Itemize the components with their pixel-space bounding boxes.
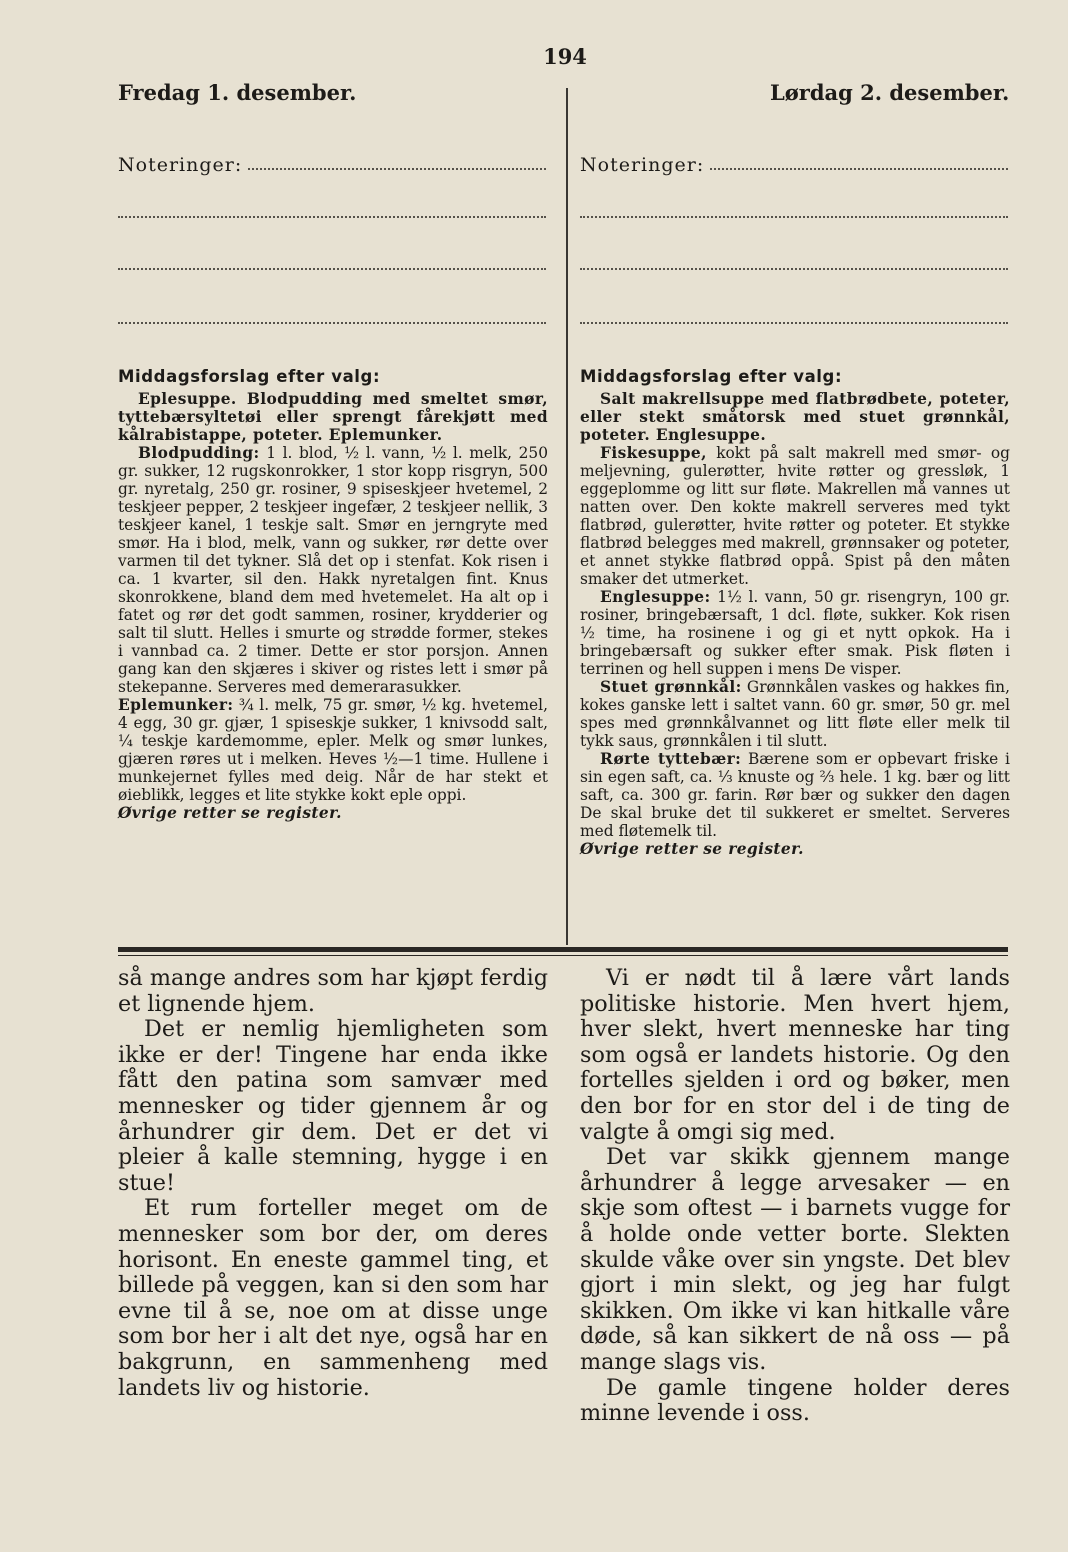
recipe-text: Grønnkålen vaskes og hakkes fin, kokes ganske lett i saltet vann. 60 gr. smør, 50 gr. mel spes med grønnkålvannet og litt fløte eller melk til tykk saus, grønnkålen i til slutt.: [580, 678, 1010, 750]
column-divider: [566, 88, 568, 945]
essay-paragraph: så mange andres som har kjøpt ferdig et lignende hjem.: [118, 965, 548, 1017]
recipe-name: Fiskesuppe,: [600, 444, 707, 462]
notes-dotted-line: [118, 216, 546, 218]
essay-paragraph: Vi er nødt til å lære vårt lands politiske historie. Men hvert hjem, hver slekt, hvert menneske har ting som også er landets historie. Og den fortelles sjelden i ord og bøker, men den bor for en stor del i de ting de valgte å omgi sig med.: [580, 965, 1010, 1145]
menu-text: Eplesuppe. Blodpudding med smeltet smør, tyttebærsyltetøi eller sprengt fårekjøtt med kålrabistappe, poteter. Eplemunker.: [118, 390, 548, 444]
essay-text-left: [118, 966, 548, 1401]
menu-text: Salt makrellsuppe med flatbrødbete, poteter, eller stekt småtorsk med stuet grønnkål, poteter. Englesuppe.: [580, 390, 1010, 444]
recipe-name: Stuet grønnkål:: [600, 678, 742, 696]
section-divider-thin-rule: [118, 955, 1008, 956]
notes-section-left: [118, 150, 546, 176]
notes-dotted-line: [580, 322, 1008, 324]
essay-text-right: [580, 966, 1010, 1427]
recipe-name: Englesuppe:: [600, 588, 711, 606]
recipe-name: Eplemunker:: [118, 696, 234, 714]
notes-label: Noteringer:: [118, 154, 243, 176]
dinner-suggestions-right: [580, 368, 1010, 858]
recipe-name: Rørte tyttebær:: [600, 750, 742, 768]
day-heading-left: Fredag 1. desember.: [118, 80, 357, 105]
recipe-text: ¾ l. melk, 75 gr. smør, ½ kg. hvetemel, 4 egg, 30 gr. gjær, 1 spiseskje sukker, 1 knivsodd salt, ¼ teskje kardemomme, epler. Melk og smør lunkes, gjæren røres ut i melken. Heves ½—1 time. Hullene i munkejernet fylles med deig. Når de har stekt et øieblikk, legges et lite stykke kokt eple oppi.: [118, 696, 548, 804]
recipe-paragraph: [580, 750, 1010, 840]
recipe-paragraph: [580, 588, 1010, 678]
suggestion-heading: Middagsforslag efter valg:: [580, 367, 843, 386]
recipe-paragraph: [580, 678, 1010, 750]
notes-section-right: [580, 150, 1008, 176]
page-number: 194: [543, 44, 587, 69]
day-heading-right: Lørdag 2. desember.: [770, 80, 1010, 105]
notes-dotted-line: [580, 268, 1008, 270]
notes-dotted-line: [118, 268, 546, 270]
recipe-text: kokt på salt makrell med smør- og meljevning, gulerøtter, hvite røtter og gressløk, 1 eggeplomme og litt sur fløte. Makrellen må vannes ut natten over. Den kokte makrell serveres med tykt flatbrød, gulerøtter, hvite røtter og poteter. Et stykke flatbrød belegges med makrell, grønnsaker og poteter, et annet stykke flatbrød oppå. Spist på den måten smaker det utmerket.: [580, 444, 1010, 588]
suggestion-heading: Middagsforslag efter valg:: [118, 367, 381, 386]
recipe-paragraph: [118, 696, 548, 804]
dinner-suggestions-left: [118, 368, 548, 822]
essay-paragraph: Det var skikk gjennem mange århundrer å legge arvesaker — en skje som oftest — i barnets vugge for å holde onde vetter borte. Slekten skulde våke over sin yngste. Det blev gjort i min slekt, og jeg har fulgt skikken. Om ikke vi kan hitkalle våre døde, så kan sikkert de nå oss — på mange slags vis.: [580, 1144, 1010, 1375]
recipe-text: 1½ l. vann, 50 gr. risengryn, 100 gr. rosiner, bringebærsaft, 1 dcl. fløte, sukker. Kok risen ½ time, ha rosinene i og gi et nytt opkok. Ha i bringebærsaft og sukker efter smak. Pisk fløten i terrinen og hell suppen i mens De visper.: [580, 588, 1010, 678]
notes-label: Noteringer:: [580, 154, 705, 176]
notes-dotted-line: [248, 168, 546, 170]
recipe-name: Blodpudding:: [138, 444, 260, 462]
recipe-text: Bærene som er opbevart friske i sin egen saft, ca. ⅓ knuste og ⅔ hele. 1 kg. bær og litt saft, ca. 300 gr. farin. Rør bær og sukker den dagen De skal bruke det til sukkeret er smeltet. Serveres med fløtemelk til.: [580, 750, 1010, 840]
essay-paragraph: Det er nemlig hjemligheten som ikke er der! Tingene har enda ikke fått den patina som samvær med mennesker og tider gjennem år og århundrer gir dem. Det er det vi pleier å kalle stemning, hygge i en stue!: [118, 1016, 548, 1196]
recipe-paragraph: [118, 444, 548, 696]
essay-paragraph: De gamle tingene holder deres minne levende i oss.: [580, 1374, 1010, 1427]
notes-dotted-line: [710, 168, 1008, 170]
section-divider-rule: [118, 947, 1008, 952]
recipe-paragraph: [580, 444, 1010, 588]
register-note: Øvrige retter se register.: [118, 804, 342, 822]
register-note: Øvrige retter se register.: [580, 840, 804, 858]
essay-paragraph: Et rum forteller meget om de mennesker som bor der, om deres horisont. En eneste gammel ting, et billede på veggen, kan si den som har evne til å se, noe om at disse unge som bor her i alt det nye, også har en bakgrunn, en sammenheng med landets liv og historie.: [118, 1195, 548, 1401]
notes-dotted-line: [118, 322, 546, 324]
recipe-text: 1 l. blod, ½ l. vann, ½ l. melk, 250 gr. sukker, 12 rugskonrokker, 1 stor kopp risgryn, 500 gr. nyretalg, 250 gr. rosiner, 9 spiseskjeer hvetemel, 2 teskjeer pepper, 2 teskjeer ingefær, 2 teskjeer nellik, 3 teskjeer kanel, 1 teskje salt. Smør en jerngryte med smør. Ha i blod, melk, vann og sukker, rør dette over varmen til det tykner. Slå det op i stenfat. Kok risen i ca. 1 kvarter, sil den. Hakk nyretalgen fint. Knus skonrokkene, bland dem med hvetemelet. Ha alt op i fatet og rør det godt sammen, rosiner, krydderier og salt til slutt. Helles i smurte og strødde former, stekes i vannbad ca. 2 timer. Dette er stor porsjon. Annen gang kan den skjæres i skiver og ristes lett i smør på stekepanne. Serveres med demerarasukker.: [118, 444, 548, 696]
notes-dotted-line: [580, 216, 1008, 218]
